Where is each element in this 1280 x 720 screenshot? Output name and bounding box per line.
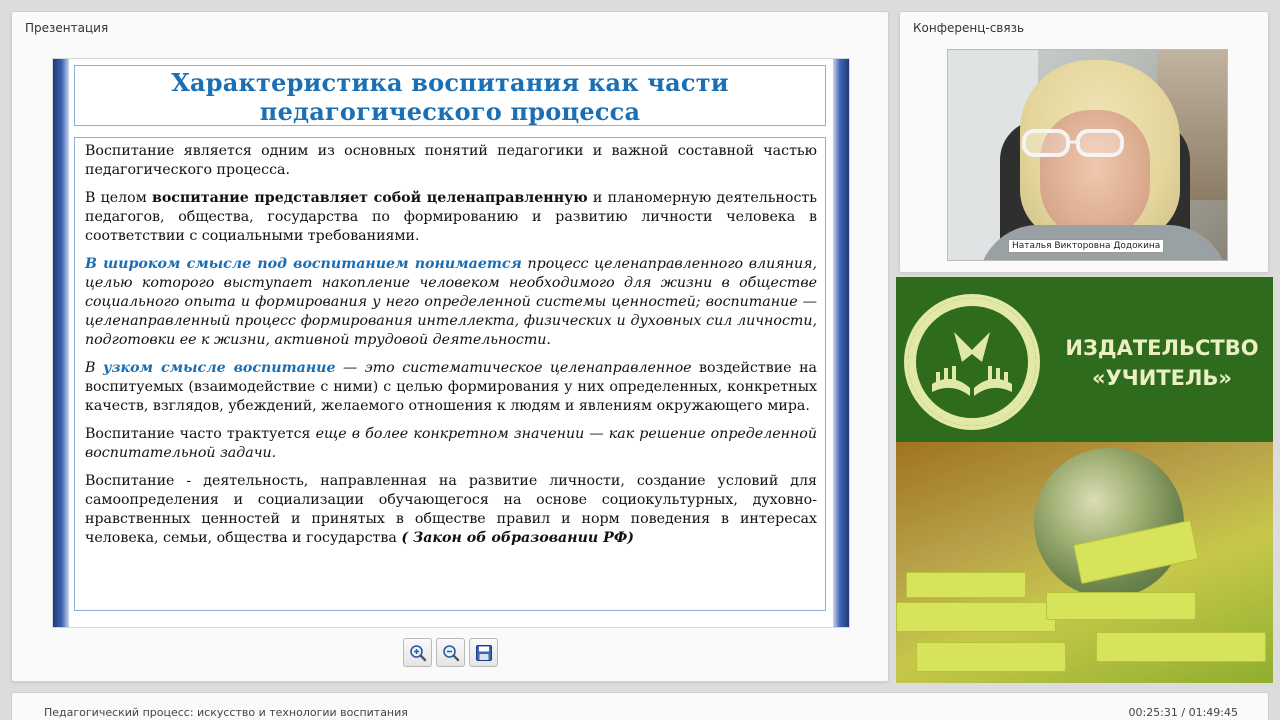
publisher-line-1: ИЗДАТЕЛЬСТВО — [1065, 336, 1259, 360]
slide-paragraph-6 — [85, 472, 817, 548]
presentation-panel-title: Презентация — [25, 21, 109, 35]
publisher-logo-icon — [902, 292, 1042, 432]
p3-rest: процесс целенаправленного влияния, целью которого выступает накопление человеком необходимого для жизни в обществе социального опыта и формирования у него определенной системы ценностей; воспитание — целенаправленный процесс формирования интеллекта, физических и духовных сил личности, подготовки ее к жизни, активной трудовой деятельности. — [85, 256, 817, 348]
p2-bold: воспитание представляет собой целенаправленную — [151, 190, 588, 206]
slide-paragraph-3 — [85, 255, 817, 350]
p2-start: В целом — [85, 190, 152, 206]
zoom-in-icon — [409, 644, 427, 662]
slide-title: Характеристика воспитания как части педагогического процесса — [171, 68, 729, 126]
book-image — [1096, 632, 1266, 662]
book-image — [1046, 592, 1196, 620]
publisher-name — [1056, 333, 1268, 393]
p5-ital: еще в более конкретном значении — как решение определенной воспитательной задачи. — [85, 426, 817, 461]
conference-panel-title: Конференц-связь — [913, 21, 1025, 35]
slide-paragraph-5 — [85, 425, 817, 463]
zoom-in-button[interactable] — [403, 638, 432, 667]
slide-paragraph-4 — [85, 359, 817, 416]
slide-frame-right — [833, 59, 849, 627]
video-speaker-glasses — [1020, 128, 1132, 158]
slide-body — [74, 137, 826, 611]
p4-rest: воздействие на воспитуемых (взаимодействие с ними) с целью формирования у них определенных, конкретных качеств, взглядов, убеждений, желаемого отношения к людям и явлениям окружающего мира. — [85, 360, 817, 414]
book-image — [896, 602, 1056, 632]
presentation-panel — [11, 11, 889, 682]
zoom-out-button[interactable] — [436, 638, 465, 667]
footer-title: Педагогический процесс: искусство и технологии воспитания — [44, 706, 408, 719]
slide-title-box — [74, 65, 826, 126]
p5-start: Воспитание часто трактуется — [85, 426, 316, 442]
conference-panel — [899, 11, 1269, 273]
slide-frame-left — [53, 59, 69, 627]
p4-lead2: узком смысле воспитание — [102, 360, 336, 376]
p4-lead1: В — [85, 360, 103, 376]
playback-time: 00:25:31 / 01:49:45 — [1128, 706, 1238, 719]
slide — [52, 58, 850, 628]
publisher-header — [896, 277, 1273, 442]
p3-lead: В широком смысле под воспитанием понимается — [85, 256, 522, 272]
slide-toolbar — [403, 638, 498, 667]
p4-ital: — это систематическое целенаправленное — [335, 360, 692, 376]
book-image — [916, 642, 1066, 672]
p6-text: Воспитание - деятельность, направленная на развитие личности, создание условий для самоопределения и социализации обучающегося на основе социокультурных, духовно-нравственных ценностей и принятых в обществе правил и норм поведения в интересах человека, семьи, общества и государства — [85, 473, 817, 546]
speaker-video[interactable] — [947, 49, 1228, 261]
publisher-banner — [896, 277, 1273, 683]
p6-law: ( Закон об образовании РФ) — [401, 530, 635, 546]
zoom-out-icon — [442, 644, 460, 662]
save-icon — [475, 644, 493, 662]
book-image — [906, 572, 1026, 598]
publisher-image — [896, 442, 1273, 683]
publisher-line-2: «УЧИТЕЛЬ» — [1092, 366, 1232, 390]
save-button[interactable] — [469, 638, 498, 667]
slide-paragraph-1: Воспитание является одним из основных понятий педагогики и важной составной частью педагогического процесса. — [85, 143, 817, 178]
footer-bar — [11, 692, 1269, 720]
speaker-name-tag: Наталья Викторовна Додокина — [1008, 239, 1164, 253]
p2-end: и планомерную деятельность педагогов, общества, государства по формированию и развитию личности человека в соответствии с социальными требованиями. — [85, 190, 817, 244]
slide-paragraph-2 — [85, 189, 817, 246]
